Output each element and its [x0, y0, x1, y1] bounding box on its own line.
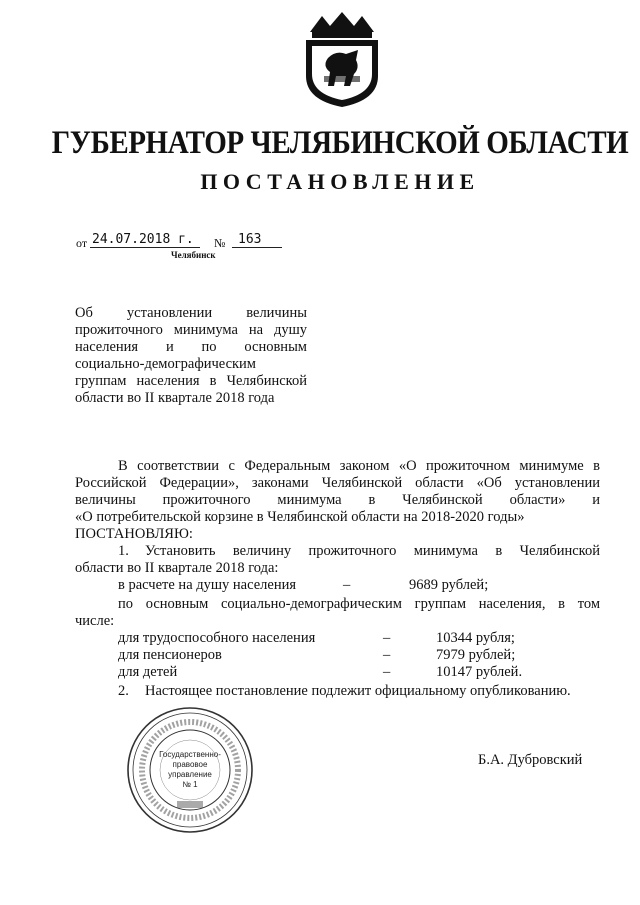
subject-line: социально-демографическим	[75, 356, 256, 372]
item-2-text: Настоящее постановление подлежит официальному опубликованию.	[145, 683, 571, 699]
item-1-number: 1.	[118, 543, 129, 559]
group-dash: –	[383, 647, 391, 663]
groups-intro-line: числе:	[75, 613, 115, 629]
preamble-line: Российской Федерации», законами Челябинской области «Об установлении	[75, 475, 600, 491]
group-dash: –	[383, 630, 391, 646]
item-1-line: Установить величину прожиточного минимума в Челябинской	[145, 543, 600, 559]
preamble-line: «О потребительской корзине в Челябинской области на 2018-2020 годы»	[75, 509, 525, 525]
document-subject	[75, 305, 307, 407]
group-label: для пенсионеров	[118, 647, 222, 663]
per-capita-dash: –	[343, 577, 351, 593]
seal-text: Государственно-	[159, 750, 221, 759]
preamble-line: В соответствии с Федеральным законом «О прожиточном минимуме в	[118, 458, 600, 474]
group-value: 10147 рублей.	[436, 664, 523, 680]
group-dash: –	[383, 664, 391, 680]
subject-line: области во II квартале 2018 года	[75, 390, 275, 406]
per-capita-label: в расчете на душу населения	[118, 577, 297, 593]
chelyabinsk-coat-of-arms-icon	[300, 10, 384, 108]
seal-text: правовое	[172, 760, 208, 769]
issuer-title: ГУБЕРНАТОР ЧЕЛЯБИНСКОЙ ОБЛАСТИ	[51, 125, 629, 161]
signatory-name: Б.А. Дубровский	[478, 752, 583, 768]
number-prefix: №	[214, 236, 226, 250]
seal-text: управление	[168, 770, 212, 779]
subject-line: группам населения в Челябинской	[75, 373, 307, 389]
per-capita-value: 9689 рублей;	[409, 577, 489, 593]
date-prefix: от	[76, 236, 88, 250]
group-value: 10344 рубля;	[436, 630, 515, 646]
subject-line: прожиточного минимума на душу	[75, 322, 307, 338]
subject-line: Об установлении величины	[75, 305, 307, 321]
official-seal-icon	[125, 705, 255, 835]
subject-line: населения и по основным	[75, 339, 307, 355]
decree-word: ПОСТАНОВЛЯЮ:	[75, 526, 193, 542]
document-city: Челябинск	[171, 250, 216, 260]
document-type: ПОСТАНОВЛЕНИЕ	[200, 169, 480, 194]
group-label: для детей	[118, 664, 178, 680]
group-value: 7979 рублей;	[436, 647, 516, 663]
document-date: 24.07.2018 г.	[90, 232, 200, 248]
preamble-line: величины прожиточного минимума в Челябинской области» и	[75, 492, 600, 508]
document-number: 163	[232, 232, 282, 248]
item-2-number: 2.	[118, 683, 129, 699]
seal-text: № 1	[182, 780, 198, 789]
item-1-line: области во II квартале 2018 года:	[75, 560, 279, 576]
group-label: для трудоспособного населения	[118, 630, 316, 646]
groups-intro-line: по основным социально-демографическим группам населения, в том	[118, 596, 600, 612]
